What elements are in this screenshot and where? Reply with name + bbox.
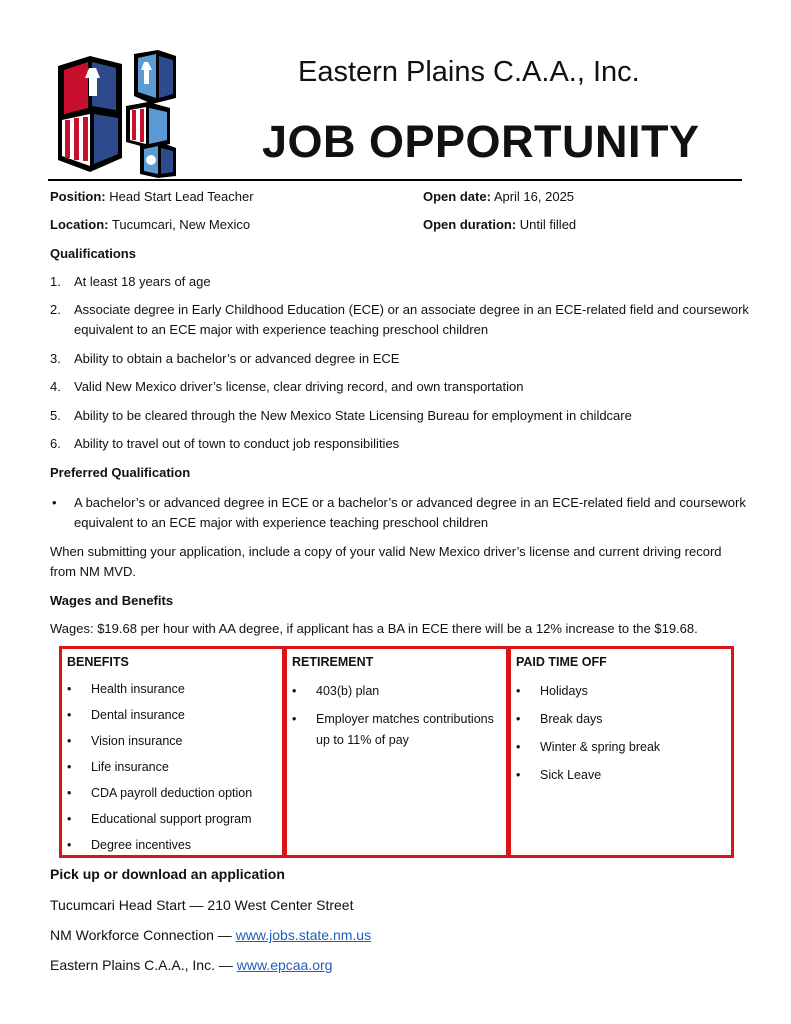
benefit-item: • Life insurance <box>67 760 169 774</box>
qualification-text: Valid New Mexico driver’s license, clear driving record, and own transportation <box>74 379 524 394</box>
qualification-number: 3. <box>50 351 61 366</box>
qualification-number: 2. <box>50 302 61 317</box>
wages-text: Wages: $19.68 per hour with AA degree, if applicant has a BA in ECE there will be a 12% increase to the $19.68. <box>50 621 698 636</box>
benefit-item: • Vision insurance <box>67 734 183 748</box>
location-value: Tucumcari, New Mexico <box>111 217 251 232</box>
position-field <box>50 188 254 205</box>
workforce-line <box>50 927 371 943</box>
qualification-text: Ability to obtain a bachelor’s or advanced degree in ECE <box>74 351 400 366</box>
header-divider <box>48 179 742 181</box>
epcaa-link[interactable]: www.epcaa.org <box>236 957 333 973</box>
logo-block-left <box>58 56 122 172</box>
workforce-label: NM Workforce Connection — <box>50 927 236 943</box>
location-field <box>50 216 250 233</box>
benefit-item: • Dental insurance <box>67 708 185 722</box>
qualification-number: 1. <box>50 274 61 289</box>
qualifications-heading: Qualifications <box>50 246 136 261</box>
preferred-heading: Preferred Qualification <box>50 465 191 480</box>
position-label: Position: <box>50 189 106 204</box>
bullet-icon: • <box>516 712 521 726</box>
bullet-icon: • <box>516 684 521 698</box>
workforce-link[interactable]: www.jobs.state.nm.us <box>235 927 372 943</box>
eastern-plains-logo <box>48 48 178 178</box>
submission-text-continued: from NM MVD. <box>50 564 136 579</box>
retirement-box <box>284 646 509 858</box>
bullet-icon: • <box>52 495 57 510</box>
benefits-box <box>59 646 285 858</box>
pto-item: • Break days <box>516 712 603 726</box>
bullet-icon: • <box>292 684 297 698</box>
submission-text: When submitting your application, include a copy of your valid New Mexico driver’s license and current driving record <box>50 544 722 559</box>
retirement-item: • 403(b) plan <box>292 684 380 698</box>
qualification-text: Ability to travel out of town to conduct job responsibilities <box>74 436 400 451</box>
qualification-text: Associate degree in Early Childhood Education (ECE) or an associate degree in an ECE-related field and coursework <box>74 302 749 317</box>
retirement-item-continued: up to 11% of pay <box>316 733 409 747</box>
benefits-title: BENEFITS <box>67 655 129 669</box>
open-date-value: April 16, 2025 <box>493 189 575 204</box>
logo-block-top-right <box>134 50 176 104</box>
bullet-icon: • <box>516 740 521 754</box>
epcaa-label: Eastern Plains C.A.A., Inc. — <box>50 957 237 973</box>
benefit-item: • CDA payroll deduction option <box>67 786 253 800</box>
position-value: Head Start Lead Teacher <box>109 189 254 204</box>
bullet-icon: • <box>67 760 72 774</box>
bullet-icon: • <box>292 712 297 726</box>
qualification-text-continued: equivalent to an ECE major with experience teaching preschool children <box>74 322 489 337</box>
benefit-item: • Educational support program <box>67 812 252 826</box>
epcaa-line <box>50 957 332 973</box>
qualification-item <box>50 273 61 290</box>
qualification-text: Ability to be cleared through the New Mexico State Licensing Bureau for employment in childcare <box>74 408 632 423</box>
qualification-number: 6. <box>50 436 61 451</box>
preferred-text-continued: equivalent to an ECE major with experience teaching preschool children <box>74 515 489 530</box>
location-label: Location: <box>50 217 109 232</box>
qualification-item <box>50 407 61 424</box>
open-duration-value: Until filled <box>519 217 577 232</box>
qualification-text: At least 18 years of age <box>74 274 211 289</box>
benefit-item: • Degree incentives <box>67 838 192 852</box>
retirement-title: RETIREMENT <box>292 655 374 669</box>
page-title: JOB OPPORTUNITY <box>262 116 700 167</box>
application-heading: Pick up or download an application <box>50 866 285 882</box>
open-date-field <box>423 188 574 205</box>
bullet-icon: • <box>67 682 72 696</box>
open-date-label: Open date: <box>423 189 491 204</box>
pto-item: • Sick Leave <box>516 768 602 782</box>
benefit-item: • Health insurance <box>67 682 185 696</box>
pto-item: • Holidays <box>516 684 588 698</box>
open-duration-label: Open duration: <box>423 217 517 232</box>
org-name: Eastern Plains C.A.A., Inc. <box>298 56 640 88</box>
wages-heading: Wages and Benefits <box>50 593 174 608</box>
qualification-item <box>50 301 61 318</box>
application-location: Tucumcari Head Start — 210 West Center Street <box>50 897 354 913</box>
bullet-icon: • <box>67 708 72 722</box>
qualification-item <box>50 435 61 452</box>
retirement-item: • Employer matches contributions <box>292 712 494 726</box>
bullet-icon: • <box>516 768 521 782</box>
bullet-icon: • <box>67 838 72 852</box>
logo-block-mid-right <box>126 102 170 148</box>
qualification-number: 5. <box>50 408 61 423</box>
logo-block-bottom-right <box>140 142 176 178</box>
open-duration-field <box>423 216 576 233</box>
pto-title: PAID TIME OFF <box>516 655 607 669</box>
paid-time-off-box <box>508 646 734 858</box>
preferred-text: A bachelor’s or advanced degree in ECE or a bachelor’s or advanced degree in an ECE-related field and coursework <box>74 495 746 510</box>
qualification-item <box>50 378 61 395</box>
qualification-item <box>50 350 61 367</box>
bullet-icon: • <box>67 786 72 800</box>
qualification-number: 4. <box>50 379 61 394</box>
pto-item: • Winter & spring break <box>516 740 661 754</box>
bullet-icon: • <box>67 734 72 748</box>
bullet-icon: • <box>67 812 72 826</box>
